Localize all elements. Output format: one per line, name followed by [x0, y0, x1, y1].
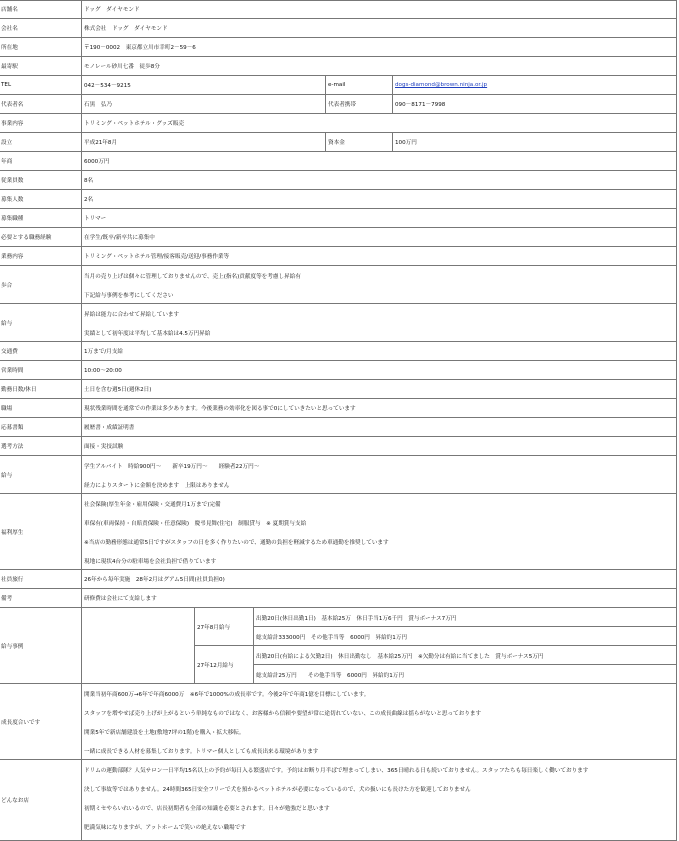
- label-capital: 資本金: [325, 133, 392, 151]
- pay-ex-1-line-b: 総支給計333000円 その他手当等 6000円 昇給約1万円: [256, 635, 408, 641]
- row-job-type: [0, 209, 677, 228]
- row-duty: [0, 399, 677, 418]
- value-documents: 履歴書・成績証明書: [81, 418, 677, 436]
- row-pay: [0, 456, 677, 494]
- value-business: トリミング・ペットホテル・グッズ販売: [81, 114, 677, 132]
- row-holidays: [0, 380, 677, 399]
- label-other: 備考: [1, 596, 13, 602]
- row-job-content: [0, 247, 677, 266]
- label-job-content: 業務内容: [1, 254, 24, 260]
- label-pay: 給与: [1, 472, 13, 479]
- pay-ex-divider-2: [253, 645, 677, 646]
- value-message: [81, 760, 677, 840]
- label-growth: 成長度合いです: [1, 719, 41, 726]
- label-requirements: 必要とする職務経験: [1, 235, 52, 241]
- label-company: 会社名: [1, 26, 18, 32]
- value-station: モノレール砂川七番 徒歩8分: [81, 57, 677, 75]
- label-job-type: 募集職種: [1, 216, 24, 222]
- label-business: 事業内容: [1, 121, 24, 127]
- row-trip: [0, 570, 677, 589]
- row-monthly-quota: [0, 266, 677, 304]
- value-duty: 現状残業時間を通常での作業は多少あります。今後業務の効率化を図る事で0にしていきたいと思っています: [81, 399, 677, 417]
- label-duty: 職場: [1, 406, 13, 412]
- growth-line-2: スタッフを増やせば売り上げが上がるという単純なものではなく、お客様から信頼や要望が常に途切れていない、この成長曲線は揺らがないと思っております: [84, 711, 482, 717]
- label-address: 所在地: [1, 45, 18, 51]
- value-other: 研修費は会社にて支給します: [81, 589, 677, 607]
- pay-line-2: 経力によりスタートに金額を決めます 上限はありません: [84, 483, 230, 489]
- monthly-quota-line-1: 当月の売り上げは個々に管理しておりませんので、売上(指名)貢献度等を考慮し昇給有: [84, 274, 301, 280]
- label-holidays: 勤務日数/休日: [1, 387, 37, 393]
- value-company: 株式会社 ドッグ ダイヤモンド: [81, 19, 677, 37]
- value-email[interactable]: [392, 76, 677, 94]
- label-benefits: 福利厚生: [1, 529, 24, 536]
- row-founded: [0, 133, 677, 152]
- row-pay-examples: [0, 608, 677, 684]
- label-email: e-mail: [325, 76, 392, 94]
- label-message: どんなお店: [1, 798, 29, 804]
- label-hours: 営業時間: [1, 368, 24, 374]
- row-selection: [0, 437, 677, 456]
- benefits-line-1: 社会保険(厚生年金・雇用保険・交通費月1万まで)完備: [84, 502, 221, 508]
- row-message: [0, 760, 677, 841]
- value-trip: 26年から毎年実施 28年2月はグアム5日間(社員負担0): [81, 570, 677, 588]
- label-founded: 設立: [1, 140, 13, 146]
- row-business: [0, 114, 677, 133]
- value-benefits: [81, 494, 677, 569]
- value-monthly-quota: [81, 266, 677, 303]
- row-other: [0, 589, 677, 608]
- value-tel: 042－534－9215: [81, 76, 325, 94]
- value-holidays: 土日を含む週5日(週休2日): [81, 380, 677, 398]
- label-monthly-quota: 歩合: [1, 282, 13, 289]
- value-job-type: トリマー: [81, 209, 677, 227]
- row-hires: [0, 190, 677, 209]
- benefits-line-2: 車保有(車両保持・自賠責保険・任意保険) 慶弔見舞(住宅) 制服貸与 ※ 夏期賞与支給: [84, 521, 307, 527]
- benefits-line-3: ※当店の勤務形態は通常5日ですがスタッフの日を多く作りたいので、通勤の負担を軽減するため車通勤を推奨しています: [84, 540, 389, 546]
- row-hours: [0, 361, 677, 380]
- row-tel: [0, 76, 677, 95]
- label-representative: 代表者名: [1, 102, 24, 108]
- row-address: [0, 38, 677, 57]
- value-rep-phone: 090－8171－7998: [392, 95, 677, 113]
- value-representative: 石黒 弘乃: [81, 95, 325, 113]
- row-station: [0, 57, 677, 76]
- growth-line-3: 開業5年で新店舗建設を土地(敷地7坪の1階)を購入・拡大移転。: [84, 730, 245, 736]
- value-requirements: 在学生/既卒/新卒共に募集中: [81, 228, 677, 246]
- row-representative: [0, 95, 677, 114]
- message-line-3: 初期ミセやらいれいるので、店長初期者も全部の知識を必要とされます。日々が勉強だと思います: [84, 806, 330, 812]
- label-rep-phone: 代表者携帯: [325, 95, 392, 113]
- salary-range-line-1: 昇給は能力に合わせて昇給しています: [84, 312, 180, 318]
- value-salary-range: [81, 304, 677, 341]
- label-documents: 応募書類: [1, 425, 24, 431]
- growth-line-4: 一緒に成長できる人材を募集しております。トリマー個人としても成長出来る環境があります: [84, 749, 319, 755]
- benefits-line-4: 現地に現状4台分の駐車場を会社負担で借りています: [84, 559, 217, 565]
- row-revenue: [0, 152, 677, 171]
- label-store: 店舗名: [1, 7, 18, 13]
- label-transport: 交通費: [1, 349, 18, 355]
- row-benefits: [0, 494, 677, 570]
- row-company: [0, 19, 677, 38]
- value-capital: 100万円: [392, 133, 677, 151]
- pay-ex-1-label: 27年8月給与: [194, 608, 253, 646]
- value-selection: 面接・実技試験: [81, 437, 677, 455]
- row-salary-range: [0, 304, 677, 342]
- label-pay-examples: 給与事例: [1, 643, 24, 650]
- row-transport: [0, 342, 677, 361]
- row-store: [0, 0, 677, 19]
- pay-ex-2-line-a: 出勤20日(有給による欠勤2日) 休日出勤なし 基本給25万円 ※欠勤分は有給に当てました 賞与ボーナス5万円: [256, 654, 544, 660]
- growth-line-1: 開業当初年商600万→6年で年商6000万 ※6年で1000%の成長率です。今後2年で年商1億を目標にしています。: [84, 692, 370, 698]
- value-job-content: トリミング・ペットホテル管理/接客販売/送迎/事務作業等: [81, 247, 677, 265]
- message-line-2: 決して事故等ではありません。24時間365日安全フリーで犬を預かるペットホテルが必要になっているので、犬の扱いにも長けた方を歓迎しておりません: [84, 787, 471, 793]
- pay-line-1: 学生アルバイト 時給900円～ 新卒19万円～ 経験者22万円～: [84, 464, 260, 470]
- label-trip: 社員旅行: [1, 577, 24, 583]
- value-pay: [81, 456, 677, 493]
- value-founded: 平成21年8月: [81, 133, 325, 151]
- value-transport: 1万まで/月支給: [81, 342, 677, 360]
- pay-ex-2-label: 27年12月給与: [194, 646, 253, 684]
- value-employees: 8名: [81, 171, 677, 189]
- email-link[interactable]: dogs-diamond@brown.ninja.or.jp: [395, 82, 488, 88]
- label-revenue: 年商: [1, 159, 13, 165]
- pay-ex-2-line-b: 総支給計25万円 その他手当等 6000円 昇給約1万円: [256, 673, 404, 679]
- value-growth: [81, 684, 677, 759]
- pay-ex-1-line-a: 出勤20日(休日出勤1日) 基本給25万 休日手当1万6千円 賞与ボーナス7万円: [256, 616, 457, 622]
- value-address: 〒190－0002 東京都立川市幸町2－59－6: [81, 38, 677, 56]
- pay-ex-divider-3: [253, 664, 677, 665]
- value-store: ドッグ ダイヤモンド: [81, 0, 677, 18]
- value-hires: 2名: [81, 190, 677, 208]
- label-tel: TEL: [1, 82, 12, 88]
- row-requirements: [0, 228, 677, 247]
- value-revenue: 6000万円: [81, 152, 677, 170]
- message-line-4: 肥満気味になりますが、アットホームで笑いの絶えない職場です: [84, 825, 246, 831]
- pay-examples-blank: [81, 608, 194, 683]
- label-hires: 募集人数: [1, 197, 24, 203]
- label-employees: 従業員数: [1, 178, 24, 184]
- row-employees: [0, 171, 677, 190]
- label-salary-range: 給与: [1, 320, 13, 327]
- label-selection: 選考方法: [1, 444, 24, 450]
- value-hours: 10:00～20:00: [81, 361, 677, 379]
- row-growth: [0, 684, 677, 760]
- salary-range-line-2: 実績として初年度は平均して基本給は4.5万円昇給: [84, 331, 211, 337]
- pay-ex-divider-1: [253, 626, 677, 627]
- message-line-1: ドリムの運動部隊？人気サロン一日平均15名以上の予約が毎日入る繁盛店です。予約はお断り月半ばで埋まってしまい、365日晴れる日も続いておりません。スタッフたちも毎日楽しく働いております: [84, 768, 589, 774]
- label-station: 最寄駅: [1, 64, 18, 70]
- monthly-quota-line-2: 下記給与事例を参考にしてください: [84, 293, 174, 299]
- row-documents: [0, 418, 677, 437]
